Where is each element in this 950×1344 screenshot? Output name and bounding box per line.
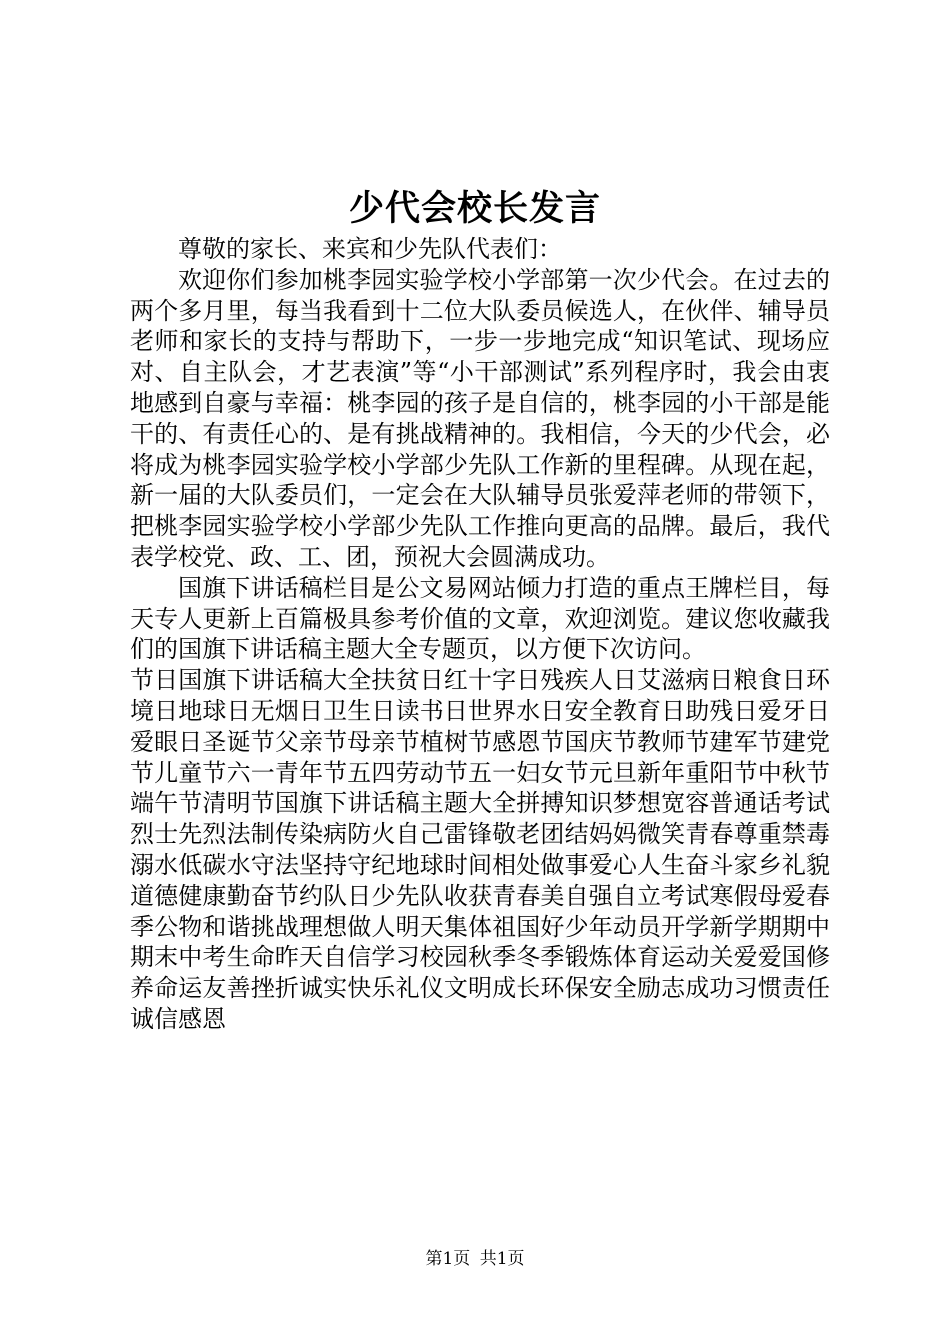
salutation: 尊敬的家长、来宾和少先队代表们：: [178, 235, 562, 263]
document-title: 少代会校长发言: [348, 188, 601, 229]
paragraph-welcome: 欢迎你们参加桃李园实验学校小学部第一次少代会。在过去的两个多月里，每当我看到十二位大队委员候选人，在伙伴、辅导员老师和家长的支持与帮助下，一步一步地完成“知识笔试、现场应对、自主队会，才艺表演”等“小干部测试”系列程序时，我会由衷地感到自豪与幸福：桃李园的孩子是自信的，桃李园的小干部是能干的、有责任心的、是有挑战精神的。我相信，今天的少代会，必将成为桃李园实验学校小学部少先队工作新的里程碑。从现在起，新一届的大队委员们，一定会在大队辅导员张爱萍老师的带领下，把桃李园实验学校小学部少先队工作推向更高的品牌。最后，我代表学校党、政、工、团，预祝大会圆满成功。: [130, 265, 830, 571]
page-number-total: 共1页: [479, 1249, 525, 1269]
page-footer: [0, 1247, 950, 1271]
topic-tags-list: 节日国旗下讲话稿大全扶贫日红十字日残疾人日艾滋病日粮食日环境日地球日无烟日卫生日读书日世界水日安全教育日助残日爱牙日爱眼日圣诞节父亲节母亲节植树节感恩节国庆节教师节建军节建党节儿童节六一青年节五四劳动节五一妇女节元旦新年重阳节中秋节端午节清明节国旗下讲话稿主题大全拼搏知识梦想宽容普通话考试烈士先烈法制传染病防火自己雷锋敬老团结妈妈微笑青春尊重禁毒溺水低碳水守法坚持守纪地球时间相处做事爱心人生奋斗家乡礼貌道德健康勤奋节约队日少先队收获青春美自强自立考试寒假母爱春季公物和谐挑战理想做人明天集体祖国好少年动员开学新学期期中期末中考生命昨天自信学习校园秋季冬季锻炼体育运动关爱爱国修养命运友善挫折诚实快乐礼仪文明成长环保安全励志成功习惯责任诚信感恩: [130, 666, 830, 1033]
document-body: [130, 234, 830, 1035]
page-number-current: 第1页: [425, 1249, 471, 1269]
paragraph-column-intro: 国旗下讲话稿栏目是公文易网站倾力打造的重点王牌栏目，每天专人更新上百篇极具参考价值的文章，欢迎浏览。建议您收藏我们的国旗下讲话稿主题大全专题页，以方便下次访问。: [130, 573, 830, 664]
